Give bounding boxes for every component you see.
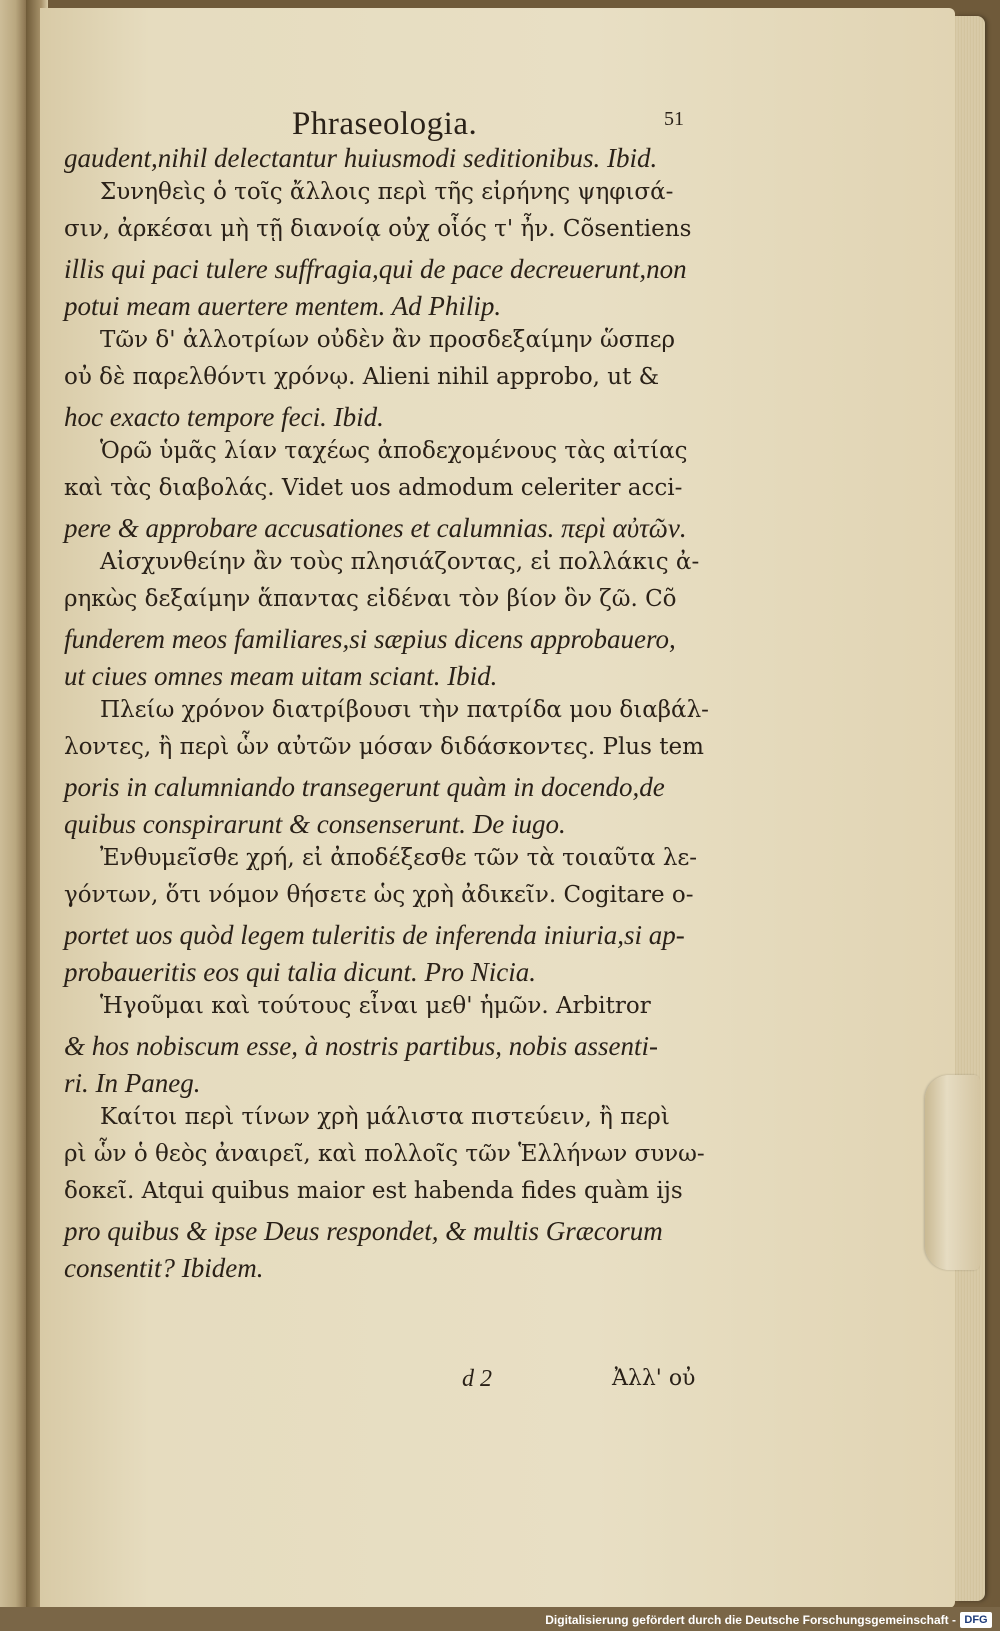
text-line: σιν, ἀρκέσαι μὴ τῇ διανοίᾳ οὐχ οἷός τ' ἦν. Cõsentiens <box>64 216 692 242</box>
funding-credit: Digitalisierung gefördert durch die Deutsche Forschungsgemeinschaft - <box>545 1613 956 1627</box>
text-line: Ἡγοῦμαι καὶ τούτους εἶναι μεθ' ἡμῶν. Arbitror <box>100 993 651 1019</box>
text-line: hoc exacto tempore feci. Ibid. <box>64 402 384 432</box>
text-line: δοκεῖ. Atqui quibus maior est habenda fides quàm ijs <box>64 1178 683 1204</box>
text-line: poris in calumniando transegerunt quàm in docendo,de <box>64 772 665 802</box>
text-line: pere & approbare accusationes et calumnias. περὶ αὐτῶν. <box>64 513 687 543</box>
text-line: gaudent,nihil delectantur huiusmodi seditionibus. Ibid. <box>64 143 658 173</box>
text-line: καὶ τὰς διαβολάς. Videt uos admodum celeriter acci- <box>64 475 683 501</box>
text-line: portet uos quòd legem tuleritis de inferenda iniuria,si ap- <box>64 920 685 950</box>
text-line: Συνηθεὶς ὁ τοῖς ἄλλοις περὶ τῆς εἰρήνης ψηφισά- <box>100 179 674 205</box>
text-line: Καίτοι περὶ τίνων χρὴ μάλιστα πιστεύειν, ἢ περὶ <box>100 1104 670 1130</box>
text-line: Ἐνθυμεῖσθε χρή, εἰ ἀποδέξεσθε τῶν τὰ τοιαῦτα λε- <box>100 845 698 871</box>
text-lines <box>64 140 709 1287</box>
text-line: pro quibus & ipse Deus respondet, & multis Græcorum <box>64 1216 663 1246</box>
text-line: Τῶν δ' ἀλλοτρίων οὐδὲν ἂν προσδεξαίμην ὥσπερ <box>100 327 676 353</box>
text-line: Ὁρῶ ὑμᾶς λίαν ταχέως ἀποδεχομένους τὰς αἰτίας <box>100 438 688 464</box>
text-line: Αἰσχυνθείην ἂν τοὺς πλησιάζοντας, εἰ πολλάκις ἀ- <box>100 549 700 575</box>
text-line: probaueritis eos qui talia dicunt. Pro Nicia. <box>64 957 536 987</box>
text-line: potui meam auertere mentem. Ad Philip. <box>64 291 502 321</box>
text-line: οὐ δὲ παρελθόντι χρόνῳ. Alieni nihil approbo, ut & <box>64 364 660 390</box>
text-line: Πλείω χρόνον διατρίβουσι τὴν πατρίδα μου διαβάλ- <box>100 697 709 723</box>
page-edges <box>955 16 985 1601</box>
text-line: illis qui paci tulere suffragia,qui de pace decreuerunt,non <box>64 254 687 284</box>
text-line: funderem meos familiares,si sæpius dicens approbauero, <box>64 624 676 654</box>
text-line: ri. In Paneg. <box>64 1068 201 1098</box>
page-header <box>64 100 684 140</box>
text-line: & hos nobiscum esse, à nostris partibus, nobis assenti- <box>64 1031 659 1061</box>
page-text <box>64 100 709 1287</box>
bleed-through <box>740 148 950 1148</box>
signature-mark: d 2 <box>462 1366 492 1392</box>
dfg-logo: DFG <box>960 1612 992 1628</box>
paper-tab <box>925 1075 980 1270</box>
text-line: ρηκὼς δεξαίμην ἅπαντας εἰδέναι τὸν βίον ὃν ζῶ. Cõ <box>64 586 677 612</box>
text-line: γόντων, ὅτι νόμον θήσετε ὡς χρὴ ἀδικεῖν. Cogitare o- <box>64 882 694 908</box>
text-line: consentit? Ibidem. <box>64 1253 264 1283</box>
catchword: Ἀλλ' οὐ <box>612 1366 696 1391</box>
text-line: ρὶ ὧν ὁ θεὸς ἀναιρεῖ, καὶ πολλοῖς τῶν Ἑλλήνων συνω- <box>64 1141 705 1167</box>
text-line: λοντες, ἢ περὶ ὧν αὐτῶν μόσαν διδάσκοντες. Plus tem <box>64 734 704 760</box>
page-number: 51 <box>664 108 684 130</box>
running-head: Phraseologia. <box>292 106 478 142</box>
previous-page-edge <box>0 0 26 1631</box>
text-line: ut ciues omnes meam uitam sciant. Ibid. <box>64 661 498 691</box>
text-line: quibus conspirarunt & consenserunt. De iugo. <box>64 809 566 839</box>
credit-bar <box>0 1607 1000 1631</box>
